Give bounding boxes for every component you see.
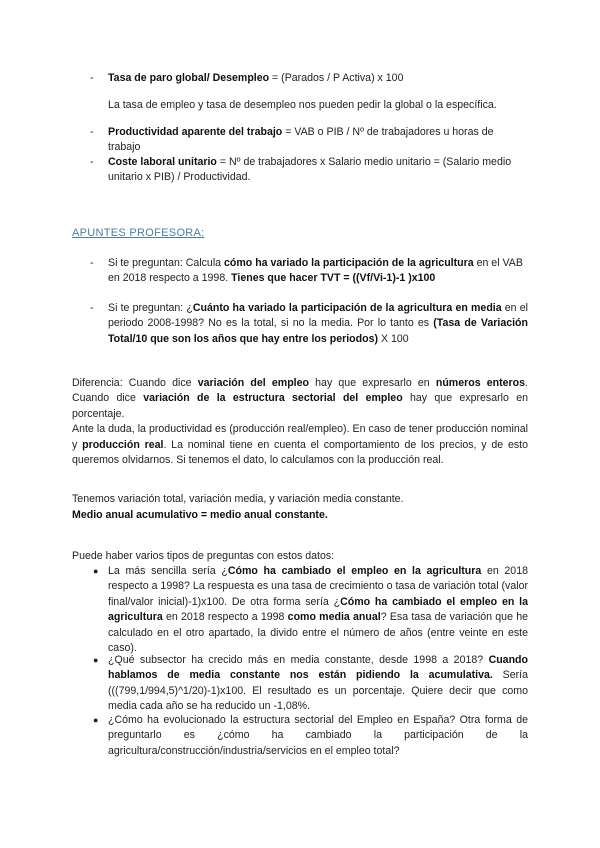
list-dash: - [90, 156, 94, 168]
list-item: Tasa de paro global/ Desempleo = (Parados / P Activa) x 100 [108, 72, 404, 84]
questions-intro: Puede haber varios tipos de preguntas con estos datos: [72, 550, 335, 562]
bullet-icon: ● [93, 566, 99, 576]
bullet-icon: ● [93, 655, 99, 665]
list-dash: - [90, 72, 94, 84]
note-text: La tasa de empleo y tasa de desempleo nos pueden pedir la global o la específica. [108, 99, 497, 111]
bullet-icon: ● [93, 715, 99, 725]
list-dash: - [90, 257, 94, 269]
variation-text: Tenemos variación total, variación media, y variación media constante. [72, 493, 404, 505]
list-item: Productividad aparente del trabajo = VAB o PIB / Nº de trabajadores u horas de trabajo [108, 126, 494, 154]
list-item: Si te preguntan: ¿Cuánto ha variado la participación de la agricultura en media en el periodo 2008-1998? No es la total, si no la media. Por lo tanto es (Tasa de Variación Total/10 que son los años que hay entre los periodos) X 100 [108, 302, 528, 345]
list-item: Coste laboral unitario = Nº de trabajadores x Salario medio unitario = (Salario medio unitario x PIB) / Productividad. [108, 156, 512, 184]
list-item: ¿Cómo ha evolucionado la estructura sectorial del Empleo en España? Otra forma de preguntarlo es ¿cómo ha cambiado la participación de la agricultura/construcción/industria/servicios en el empleo total? [108, 714, 528, 757]
list-dash: - [90, 126, 94, 138]
difference-paragraph: Diferencia: Cuando dice variación del empleo hay que expresarlo en números enteros. Cuando dice variación de la estructura sectorial del empleo hay que expresarlo en porcentaje. Ante la duda, la productividad es (producción real/empleo). En caso de tener producción nominal y producción real. La nominal tiene en cuenta el comportamiento de los precios, y de esto queremos olvidarnos. Si tenemos el dato, lo calculamos con la producción real. [72, 377, 528, 467]
list-dash: - [90, 302, 94, 314]
list-item: ¿Qué subsector ha crecido más en media constante, desde 1998 a 2018? Cuando hablamos de media constante nos están pidiendo la acumulativa. Sería (((799,1/994,5)^1/20)-1)x100. El resultado es un porcentaje. Quiere decir que como media cada año se ha reducido un -1,08%. [108, 654, 529, 713]
variation-definition: Medio anual acumulativo = medio anual constante. [72, 509, 328, 521]
list-item: La más sencilla sería ¿Cómo ha cambiado el empleo en la agricultura en 2018 respecto a 1998? La respuesta es una tasa de crecimiento o tasa de variación total (valor final/valor inicial)-1)x100. De otra forma sería ¿Cómo ha cambiado el empleo en la agricultura en 2018 respecto a 1998 como media anual? Esa tasa de variación que he calculado en el otro apartado, la divido entre el número de años (entre veinte en este caso). [108, 565, 528, 655]
list-item: Si te preguntan: Calcula cómo ha variado la participación de la agricultura en el VAB en 2018 respecto a 1998. Tienes que hacer TVT = ((Vf/Vi-1)-1 )x100 [108, 257, 523, 285]
section-heading: APUNTES PROFESORA: [72, 227, 205, 239]
